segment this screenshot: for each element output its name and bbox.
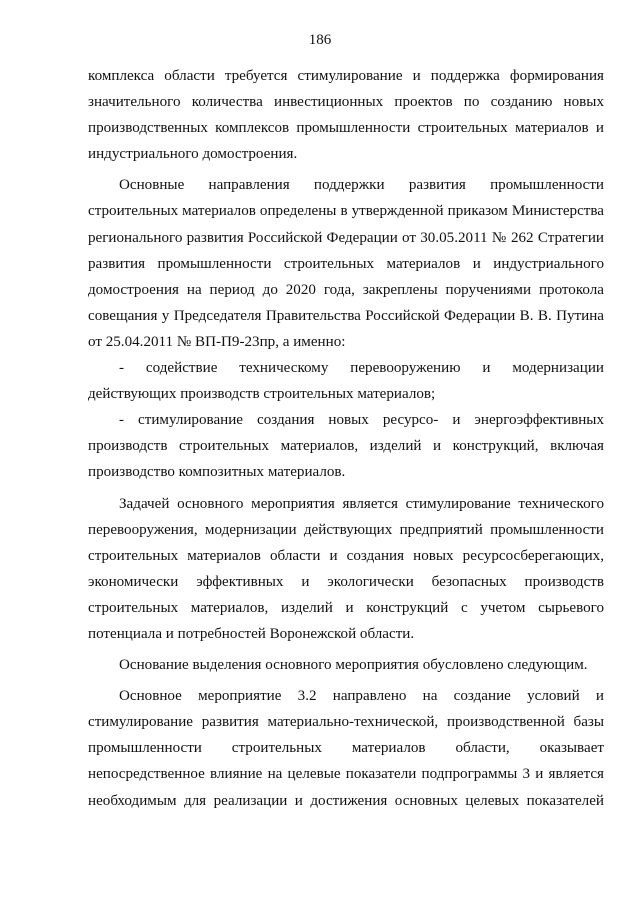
paragraph-continuation: комплекса области требуется стимулирование и поддержка формирования значительного количества инвестиционных проектов по созданию новых производственных комплексов промышленности строительных материалов и индустриального домостроения. bbox=[88, 68, 604, 163]
page-number: 186 bbox=[308, 32, 332, 48]
document-body bbox=[88, 63, 604, 814]
paragraph-strategy-directions: Основные направления поддержки развития промышленности строительных материалов определены в утвержденной приказом Министерства регионального развития Российской Федерации от 30.05.2011 № 262 Стратегии развития промышленности строительных материалов и индустриального домостроения на период до 2020 года, закреплены поручениями протокола совещания у Председателя Правительства Российской Федерации В. В. Путина от 25.04.2011 № ВП-П9-23пр, а именно: bbox=[88, 177, 604, 350]
list-item-efficient-production: - стимулирование создания новых ресурсо- и энергоэффективных производств строительных материалов, изделий и конструкций, включая производство композитных материалов. bbox=[88, 412, 604, 481]
paragraph-main-task: Задачей основного мероприятия является стимулирование технического перевооружения, модернизации действующих предприятий промышленности строительных материалов области и создания новых ресурсосберегающих, экономически эффективных и экологически безопасных производств строительных материалов, изделий и конструкций с учетом сырьевого потенциала и потребностей Воронежской области. bbox=[88, 495, 604, 642]
list-item-modernization: - содействие техническому перевооружению и модернизации действующих производств строительных материалов; bbox=[88, 360, 604, 403]
paragraph-measure-3-2: Основное мероприятие 3.2 направлено на создание условий и стимулирование развития материально-технической, производственной базы промышленности строительных материалов области, оказывает непосредственное влияние на целевые показатели подпрограммы 3 и является необходимым для реализации и достижения основных целевых показателей bbox=[88, 688, 604, 809]
paragraph-grounds: Основание выделения основного мероприятия обусловлено следующим. bbox=[119, 657, 588, 674]
